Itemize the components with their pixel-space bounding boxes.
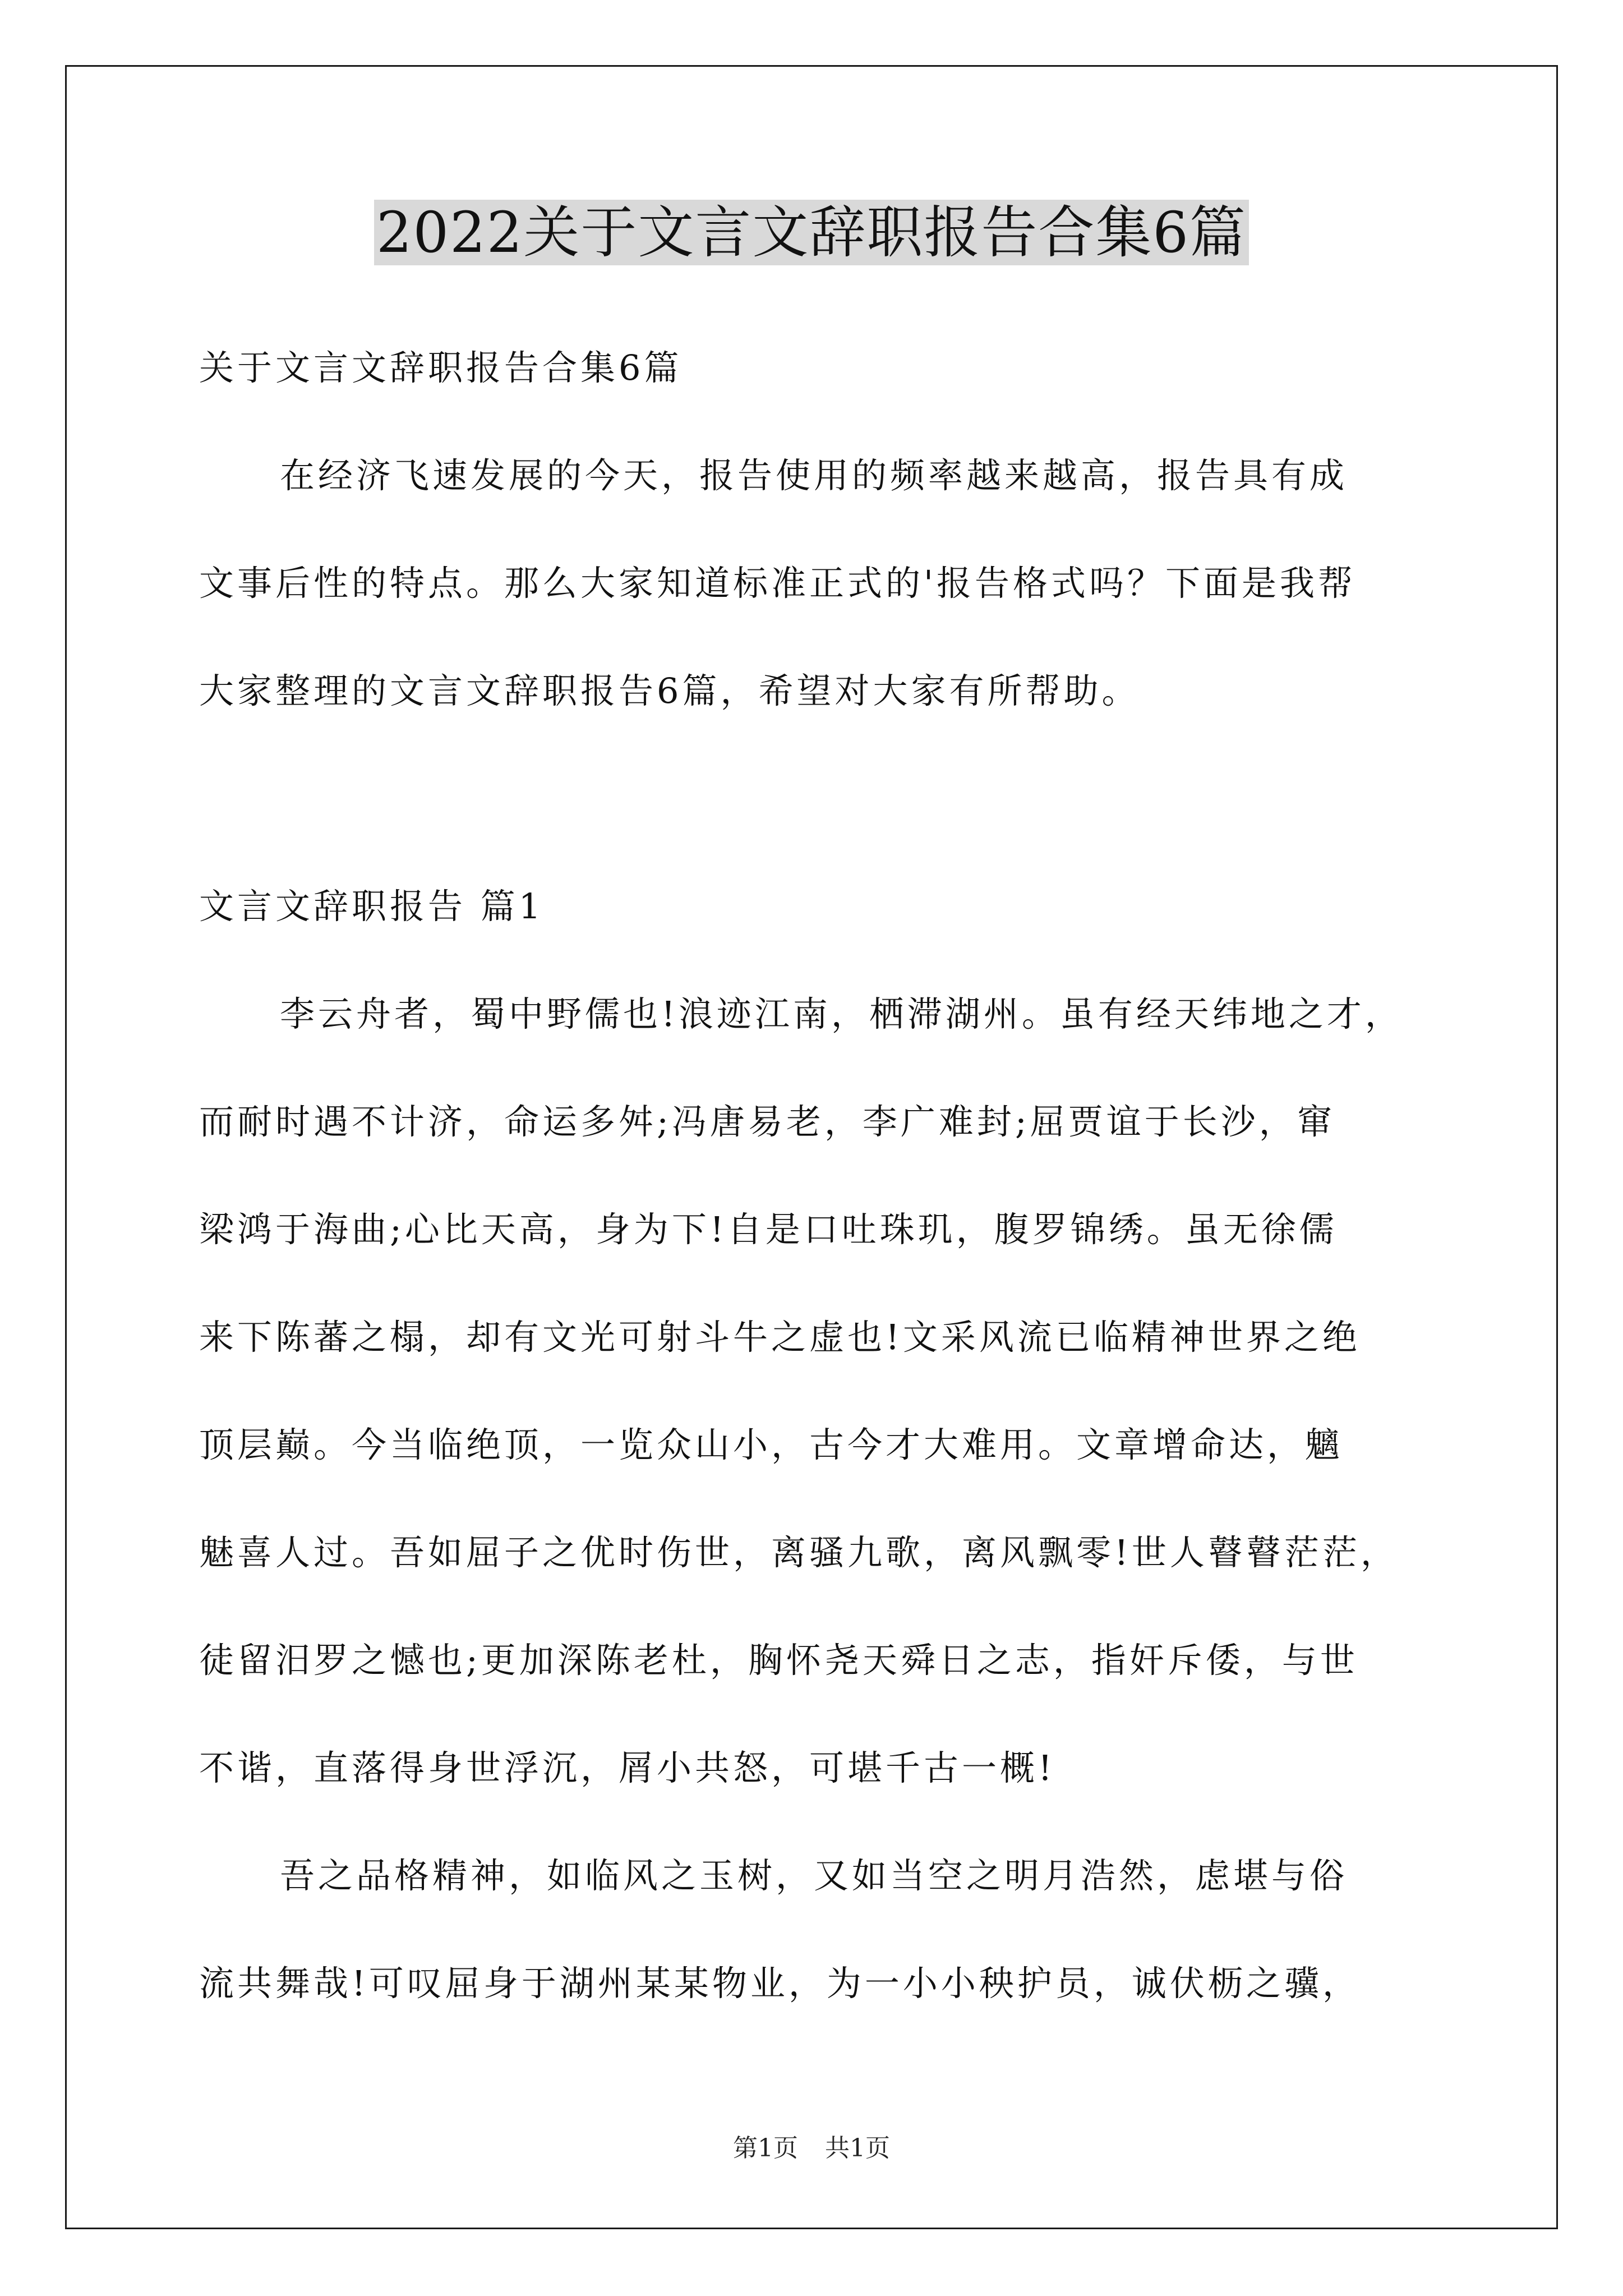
document-body xyxy=(199,314,1424,2037)
page-number: 第1页 xyxy=(733,2134,798,2162)
intro-line: 大家整理的文言文辞职报告6篇，希望对大家有所帮助。 xyxy=(199,670,1140,711)
intro-line: 文事后性的特点。那么大家知道标准正式的'报告格式吗？下面是我帮 xyxy=(199,563,1357,604)
paragraph-line: 魅喜人过。吾如屈子之优时伤世，离骚九歌，离风飘零!世人瞽瞽茫茫， xyxy=(199,1532,1399,1573)
page-total: 共1页 xyxy=(825,2134,890,2162)
paragraph-line: 顶层巅。今当临绝顶，一览众山小，古今才大难用。文章增命达，魑 xyxy=(199,1424,1344,1465)
paragraph-line: 徒留汨罗之憾也;更加深陈老杜，胸怀尧天舜日之志，指奸斥倭，与世 xyxy=(199,1640,1358,1681)
intro-line: 在经济飞速发展的今天，报告使用的频率越来越高，报告具有成 xyxy=(280,455,1348,496)
paragraph-line: 李云舟者，蜀中野儒也!浪迹江南，栖滞湖州。虽有经天纬地之才， xyxy=(280,993,1403,1034)
paragraph-spacer xyxy=(199,745,1424,853)
paragraph-line: 来下陈蕃之榻，却有文光可射斗牛之虚也!文采风流已临精神世界之绝 xyxy=(199,1317,1361,1358)
document-title-text: 2022关于文言文辞职报告合集6篇 xyxy=(374,200,1249,265)
page-footer xyxy=(0,2132,1623,2165)
section-heading: 文言文辞职报告 篇1 xyxy=(199,886,545,927)
paragraph-line: 不谐，直落得身世浮沉，屑小共怒，可堪千古一概! xyxy=(199,1747,1055,1788)
document-subtitle: 关于文言文辞职报告合集6篇 xyxy=(199,347,683,388)
paragraph-line: 梁鸿于海曲;心比天高，身为下!自是口吐珠玑，腹罗锦绣。虽无徐儒 xyxy=(199,1209,1338,1250)
paragraph-line: 吾之品格精神，如临风之玉树，又如当空之明月浩然，虑堪与俗 xyxy=(280,1855,1348,1896)
paragraph-line: 而耐时遇不计济，命运多舛;冯唐易老，李广难封;屈贾谊于长沙，窜 xyxy=(199,1101,1335,1142)
paragraph-line: 流共舞哉!可叹屈身于湖州某某物业，为一小小秧护员，诚伏枥之骥， xyxy=(199,1963,1361,2004)
document-title xyxy=(0,196,1623,269)
